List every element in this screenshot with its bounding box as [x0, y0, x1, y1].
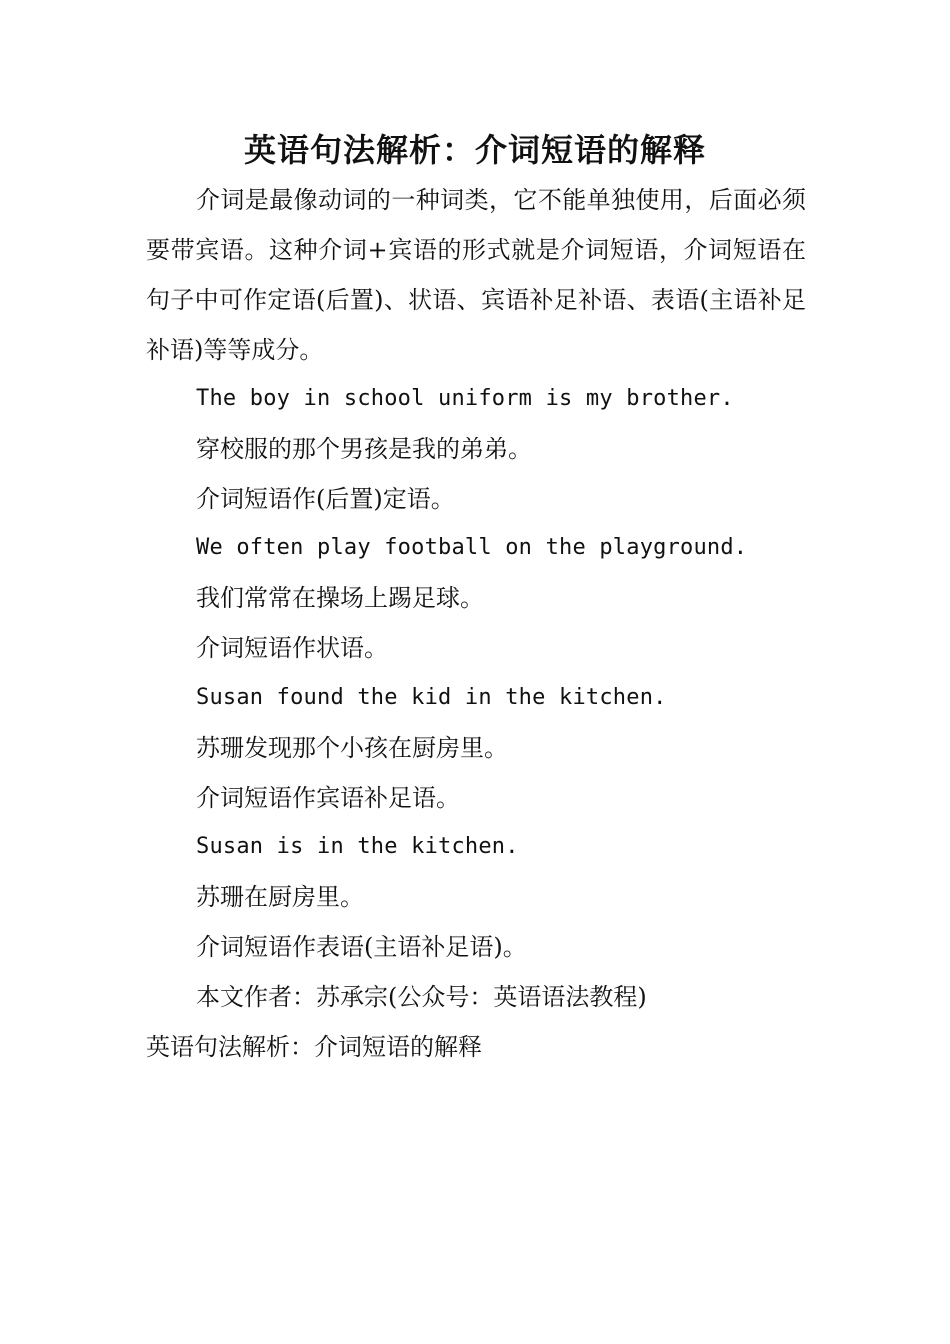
- example-3-note: 介词短语作宾语补足语。: [196, 784, 460, 812]
- example-1-chinese: 穿校服的那个男孩是我的弟弟。: [196, 435, 532, 463]
- example-3-english: Susan found the kid in the kitchen.: [196, 685, 667, 710]
- example-2-english: We often play football on the playground.: [196, 535, 748, 560]
- footer-title: 英语句法解析：介词短语的解释: [146, 1033, 482, 1061]
- example-4-chinese: 苏珊在厨房里。: [196, 883, 364, 911]
- example-1-note: 介词短语作(后置)定语。: [196, 485, 455, 513]
- author-line: 本文作者：苏承宗(公众号：英语语法教程): [196, 983, 647, 1011]
- example-4-english: Susan is in the kitchen.: [196, 834, 519, 859]
- example-2-note: 介词短语作状语。: [196, 634, 388, 662]
- example-3-chinese: 苏珊发现那个小孩在厨房里。: [196, 734, 508, 762]
- example-2-chinese: 我们常常在操场上踢足球。: [196, 584, 484, 612]
- example-4-note: 介词短语作表语(主语补足语)。: [196, 933, 527, 961]
- document-title: 英语句法解析：介词短语的解释: [243, 131, 706, 169]
- example-1-english: The boy in school uniform is my brother.: [196, 386, 734, 411]
- intro-paragraph: 介词是最像动词的一种词类，它不能单独使用，后面必须要带宾语。这种介词+宾语的形式就是介词短语，介词短语在句子中可作定语(后置)、状语、宾语补足补语、表语(主语补足补语)等等成分。: [146, 186, 806, 364]
